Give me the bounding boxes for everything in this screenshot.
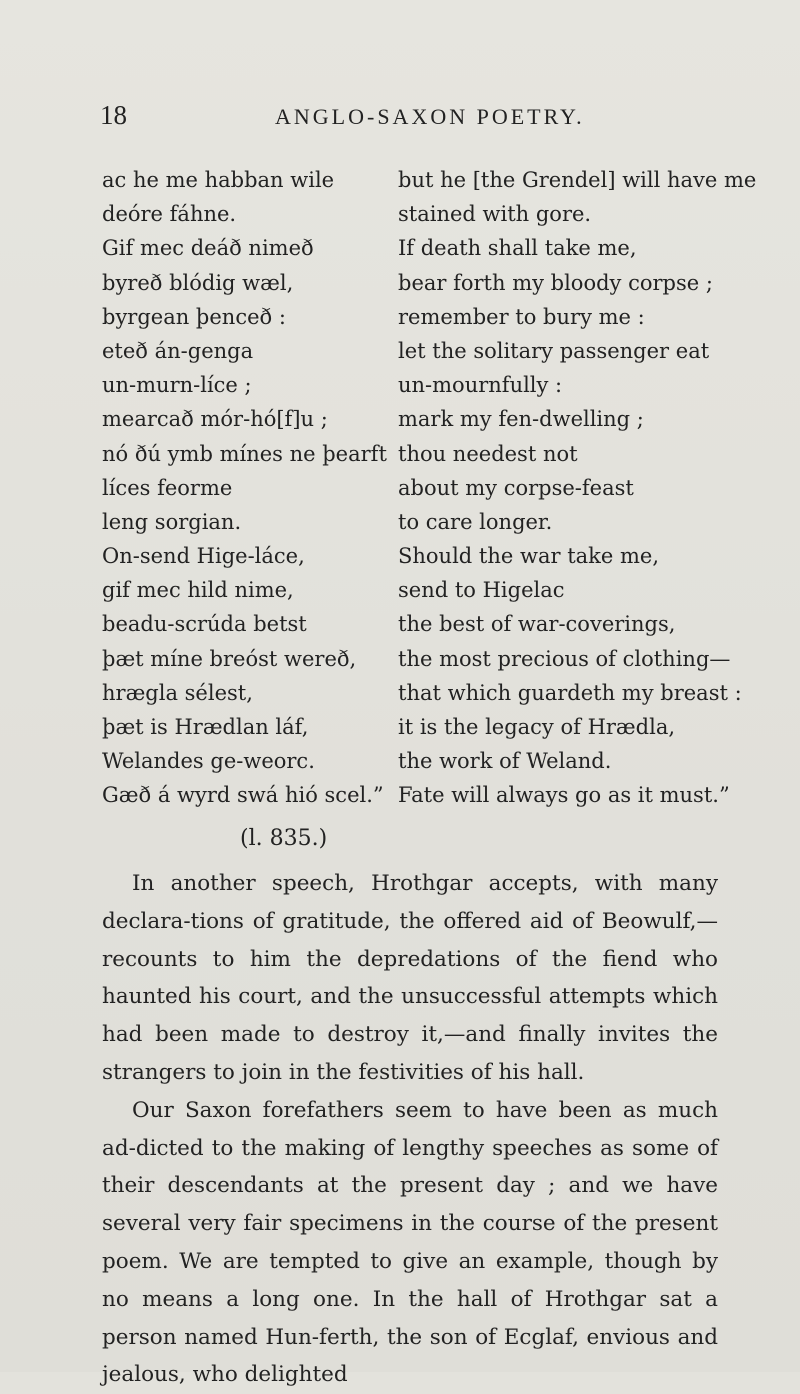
- translation-line: the best of war-coverings,: [398, 612, 676, 637]
- translation-line: If death shall take me,: [398, 236, 637, 261]
- translation-line: un-mournfully :: [398, 373, 563, 398]
- running-title: ANGLO-SAXON POETRY.: [275, 104, 585, 129]
- translation-line: that which guardeth my breast :: [398, 680, 742, 705]
- translation-line: Should the war take me,: [398, 544, 659, 569]
- page-number: 18: [100, 100, 127, 130]
- anglo-saxon-line: On-send Hige-láce,: [102, 544, 305, 569]
- translation-line: let the solitary passenger eat: [398, 338, 710, 363]
- translation-line: but he [the Grendel] will have me: [398, 168, 757, 192]
- anglo-saxon-line: þæt is Hrædlan láf,: [102, 715, 309, 739]
- anglo-saxon-line: eteð án-genga: [102, 338, 254, 363]
- translation-line: it is the legacy of Hrædla,: [398, 715, 676, 739]
- anglo-saxon-line: hrægla sélest,: [102, 680, 253, 705]
- translation-line: remember to bury me :: [398, 304, 645, 329]
- translation-line: bear forth my bloody corpse ;: [398, 270, 713, 295]
- anglo-saxon-line: deóre fáhne.: [102, 202, 237, 227]
- anglo-saxon-line: Gif mec deáð nimeð: [102, 236, 314, 261]
- anglo-saxon-line: leng sorgian.: [102, 509, 242, 534]
- anglo-saxon-line: ac he me habban wile: [102, 168, 335, 192]
- translation-line: stained with gore.: [398, 202, 592, 227]
- anglo-saxon-line: nó ðú ymb mínes ne þearft: [102, 441, 387, 466]
- translation-line: the work of Weland.: [398, 749, 612, 774]
- anglo-saxon-column: [102, 163, 392, 813]
- translation-line: Fate will always go as it must.”: [398, 783, 730, 808]
- anglo-saxon-line: þæt míne breóst wereð,: [102, 646, 357, 671]
- prose-body: [102, 865, 718, 1394]
- translation-line: the most precious of clothing—: [398, 646, 731, 671]
- anglo-saxon-line: byrgean þenceð :: [102, 304, 286, 329]
- anglo-saxon-line: Welandes ge-weorc.: [102, 749, 315, 774]
- translation-column: [398, 163, 758, 813]
- anglo-saxon-line: Gæð á wyrd swá hió scel.”: [102, 783, 384, 808]
- line-reference: (l. 835.): [240, 826, 328, 851]
- anglo-saxon-line: mearcað mór-hó[f]u ;: [102, 407, 328, 432]
- prose-paragraph: Our Saxon forefathers seem to have been as much ad-dicted to the making of lengthy speeches as some of their descendants at the present day ; and we have several very fair specimens in the course of the present poem. We are tempted to give an example, though by no means a long one. In the hall of Hrothgar sat a person named Hun-ferth, the son of Ecglaf, envious and jealous, who delighted: [102, 1097, 718, 1388]
- prose-paragraph: In another speech, Hrothgar accepts, with many declara-tions of gratitude, the offered aid of Beowulf,—recounts to him the depredations of the fiend who haunted his court, and the unsuccessful attempts which had been made to destroy it,—and finally invites the strangers to join in the festivities of his hall.: [102, 871, 718, 1085]
- translation-line: about my corpse-feast: [398, 475, 634, 500]
- anglo-saxon-line: gif mec hild nime,: [102, 578, 294, 603]
- translation-line: to care longer.: [398, 509, 553, 534]
- anglo-saxon-line: líces feorme: [102, 475, 233, 500]
- page-header: [100, 100, 740, 140]
- anglo-saxon-line: byreð blódig wæl,: [102, 270, 294, 295]
- anglo-saxon-line: un-murn-líce ;: [102, 373, 252, 398]
- anglo-saxon-line: beadu-scrúda betst: [102, 612, 307, 637]
- translation-line: thou needest not: [398, 441, 578, 466]
- translation-line: mark my fen-dwelling ;: [398, 407, 644, 432]
- translation-line: send to Higelac: [398, 578, 565, 603]
